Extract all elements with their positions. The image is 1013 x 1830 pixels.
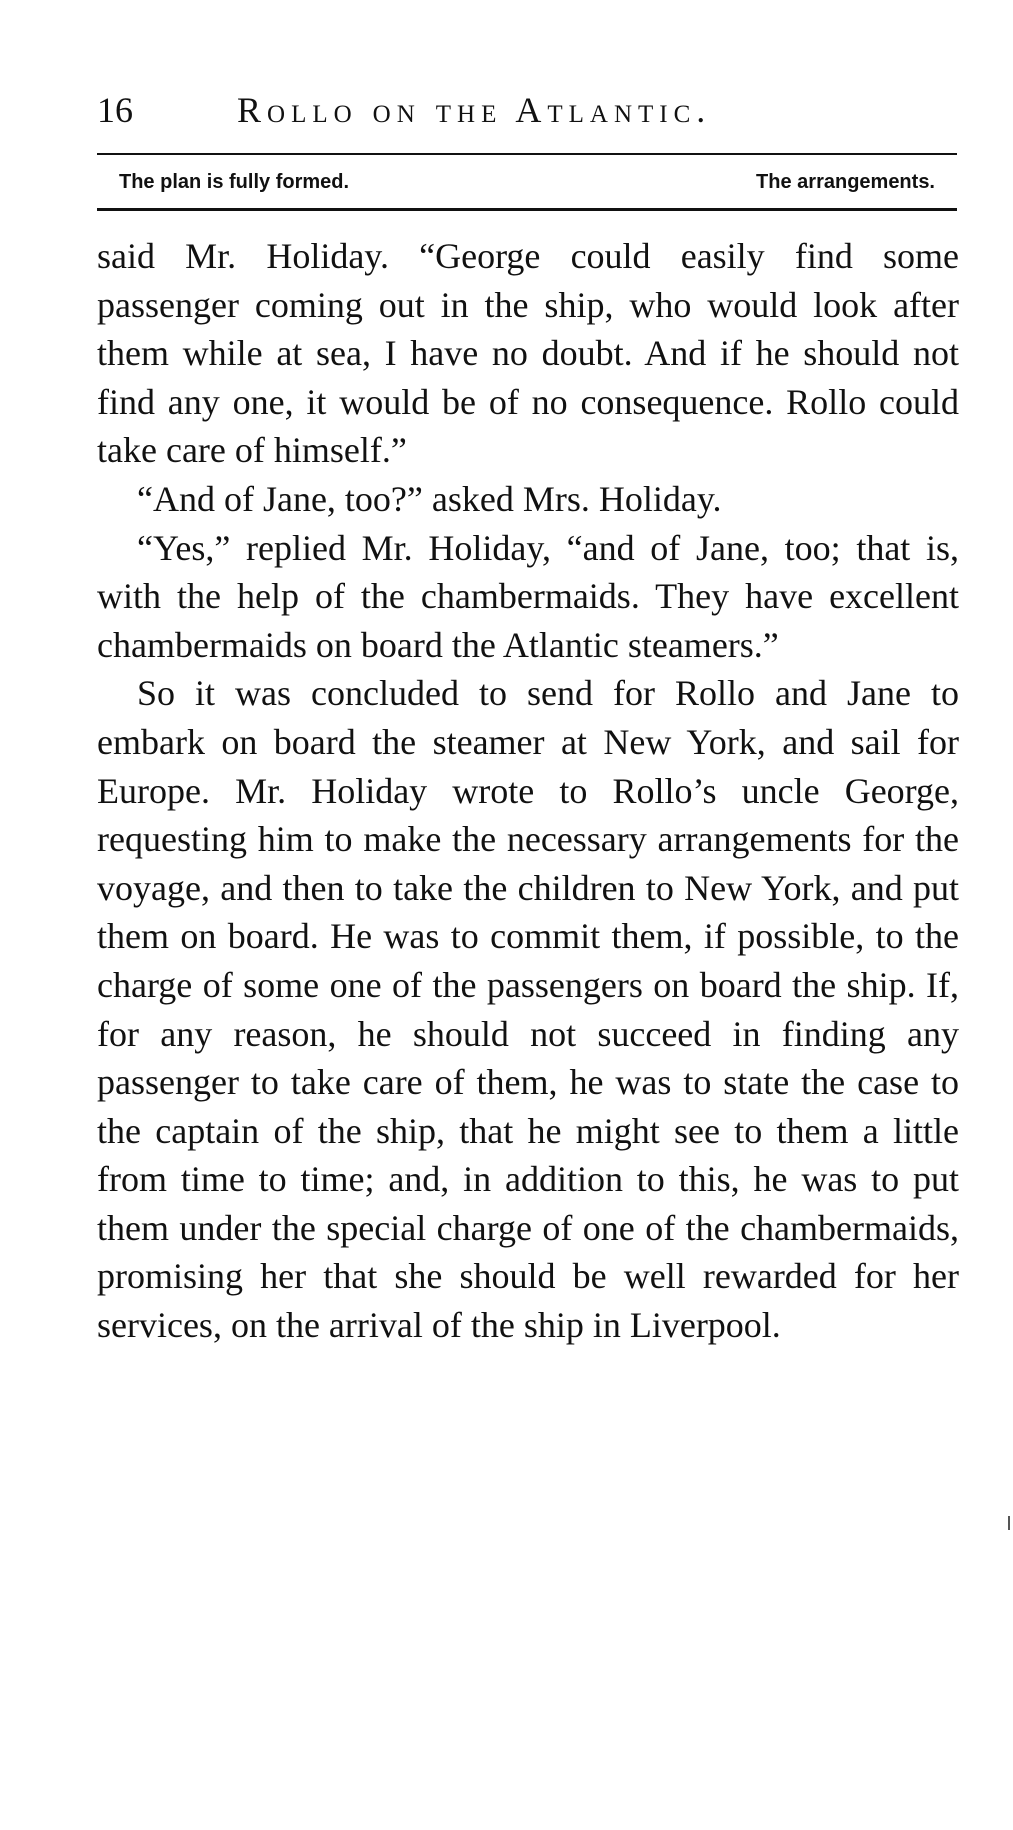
topic-left: The plan is fully formed. bbox=[119, 171, 350, 193]
paragraph: “And of Jane, too?” asked Mrs. Holiday. bbox=[137, 478, 722, 519]
book-title: Rollo on the Atlantic. bbox=[237, 90, 712, 130]
header-rule-top bbox=[97, 153, 957, 155]
paragraph: “Yes,” replied Mr. Holiday, “and of Jane, too; that is, with the help of the chambermaids. They have excellent chambermaids on board the Atlantic steamers.” bbox=[97, 527, 959, 665]
topic-headers bbox=[97, 166, 957, 198]
body-text bbox=[97, 232, 959, 1350]
page-number: 16 bbox=[97, 90, 133, 130]
running-head bbox=[97, 88, 957, 132]
margin-mark bbox=[1008, 1516, 1010, 1530]
header-rule-bottom bbox=[97, 208, 957, 211]
paragraph: So it was concluded to send for Rollo and Jane to embark on board the steamer at New York, and sail for Europe. Mr. Holiday wrote to Rollo’s uncle George, requesting him to make the necessary arrangements for the voyage, and then to take the children to New York, and put them on board. He was to commit them, if possible, to the charge of some one of the passengers on board the ship. If, for any reason, he should not succeed in finding any passenger to take care of them, he was to state the case to the captain of the ship, that he might see to them a little from time to time; and, in addition to this, he was to put them under the special charge of one of the chambermaids, promising her that she should be well rewarded for her services, on the arrival of the ship in Liverpool. bbox=[97, 673, 959, 1346]
topic-right: The arrangements. bbox=[756, 171, 935, 193]
paragraph-continued: said Mr. Holiday. “George could easily find some passenger coming out in the ship, who would look after them while at sea, I have no doubt. And if he should not find any one, it would be of no consequence. Rollo could take care of himself.” bbox=[97, 236, 959, 471]
